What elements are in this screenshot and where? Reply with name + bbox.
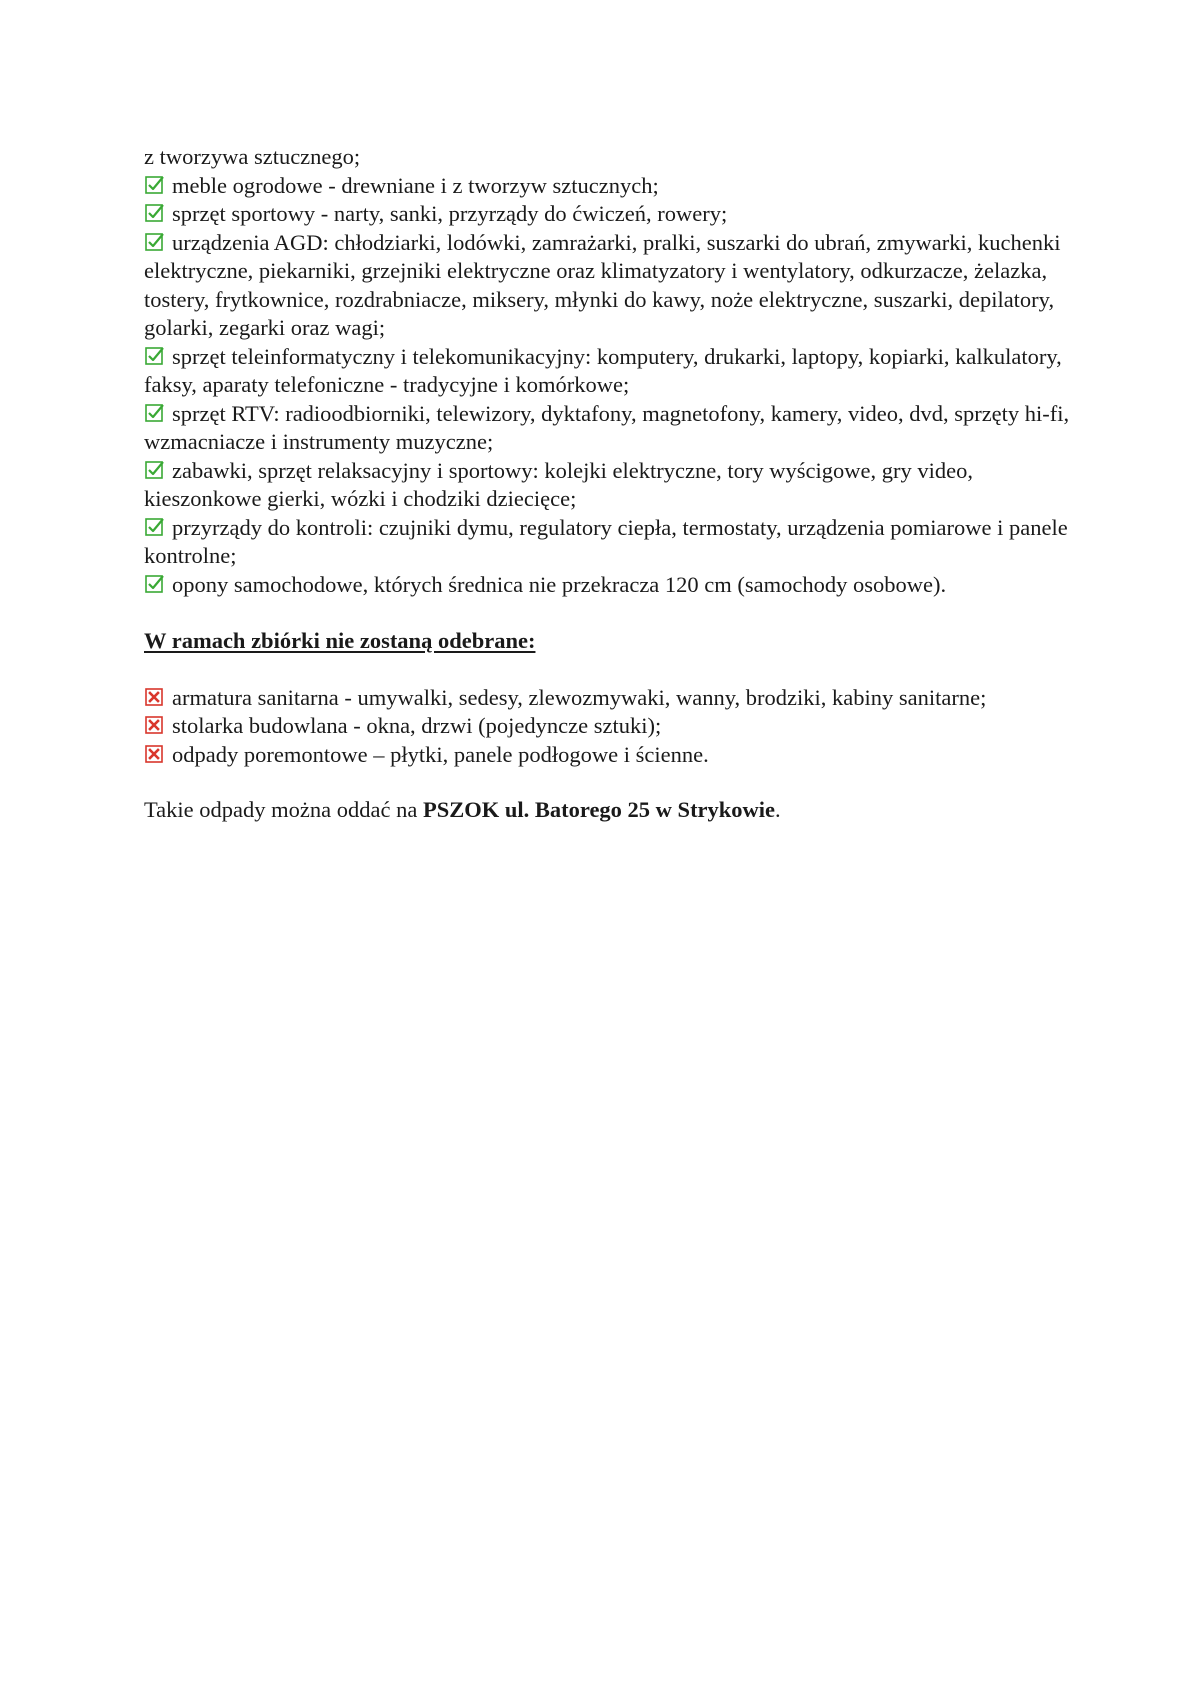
accepted-item (144, 229, 1074, 343)
accepted-item-text: sprzęt RTV: radioodbiorniki, telewizory, dyktafony, magnetofony, kamery, video, dvd, sprzęty hi-fi, wzmacniacze i instrumenty muzyczne; (144, 400, 1070, 454)
rejected-list (144, 684, 1074, 770)
green-checkbox-icon (146, 405, 163, 422)
rejected-item-text: odpady poremontowe – płytki, panele podłogowe i ścienne. (172, 741, 709, 767)
page-content (144, 143, 1074, 825)
green-checkbox-icon (146, 519, 163, 536)
rejected-item (144, 741, 1074, 770)
continuation-text: z tworzywa sztucznego; (144, 144, 361, 169)
spacer (144, 769, 1074, 796)
accepted-item (144, 514, 1074, 571)
accepted-item-text: zabawki, sprzęt relaksacyjny i sportowy: kolejki elektryczne, tory wyścigowe, gry video, kieszonkowe gierki, wózki i chodziki dziecięce; (144, 457, 974, 511)
rejected-item (144, 684, 1074, 713)
red-x-box-icon (146, 746, 163, 763)
accepted-item-text: meble ogrodowe - drewniane i z tworzyw sztucznych; (172, 172, 659, 198)
green-checkbox-icon (146, 205, 163, 222)
footer-suffix: . (775, 797, 781, 822)
footer-prefix: Takie odpady można oddać na (144, 797, 423, 822)
rejected-item (144, 712, 1074, 741)
accepted-item (144, 571, 1074, 600)
accepted-item (144, 343, 1074, 400)
footer-location: PSZOK ul. Batorego 25 w Strykowie (422, 797, 776, 822)
green-checkbox-icon (146, 462, 163, 479)
rejected-item-text: armatura sanitarna - umywalki, sedesy, zlewozmywaki, wanny, brodziki, kabiny sanitarne; (172, 684, 987, 710)
accepted-item-text: urządzenia AGD: chłodziarki, lodówki, zamrażarki, pralki, suszarki do ubrań, zmywarki, kuchenki elektryczne, piekarniki, grzejniki elektryczne oraz klimatyzatory i wentylatory, odkurzacze, żelazka, tostery, frytkownice, rozdrabniacze, miksery, młynki do kawy, noże elektryczne, suszarki, depilatory, golarki, zegarki oraz wagi; (144, 229, 1061, 340)
accepted-item-text: opony samochodowe, których średnica nie przekracza 120 cm (samochody osobowe). (172, 571, 947, 597)
rejected-item-text: stolarka budowlana - okna, drzwi (pojedyncze sztuki); (172, 713, 662, 738)
accepted-item (144, 400, 1074, 457)
green-checkbox-icon (146, 576, 163, 593)
footer-note (144, 796, 1074, 825)
red-x-box-icon (146, 717, 163, 734)
red-x-box-icon (146, 689, 163, 706)
accepted-item-text: sprzęt sportowy - narty, sanki, przyrządy do ćwiczeń, rowery; (172, 201, 728, 226)
accepted-item (144, 200, 1074, 229)
rejected-heading: W ramach zbiórki nie zostaną odebrane: (144, 628, 536, 653)
green-checkbox-icon (146, 348, 163, 365)
accepted-item (144, 172, 1074, 201)
green-checkbox-icon (146, 177, 163, 194)
accepted-item-text: przyrządy do kontroli: czujniki dymu, regulatory ciepła, termostaty, urządzenia pomiarowe i panele kontrolne; (144, 514, 1068, 568)
accepted-list (144, 172, 1074, 600)
accepted-item (144, 457, 1074, 514)
spacer (144, 599, 1074, 613)
accepted-item-text: sprzęt teleinformatyczny i telekomunikacyjny: komputery, drukarki, laptopy, kopiarki, kalkulatory, faksy, aparaty telefoniczne - tradycyjne i komórkowe; (144, 343, 1062, 397)
green-checkbox-icon (146, 234, 163, 251)
spacer (144, 613, 1074, 627)
spacer (144, 656, 1074, 684)
